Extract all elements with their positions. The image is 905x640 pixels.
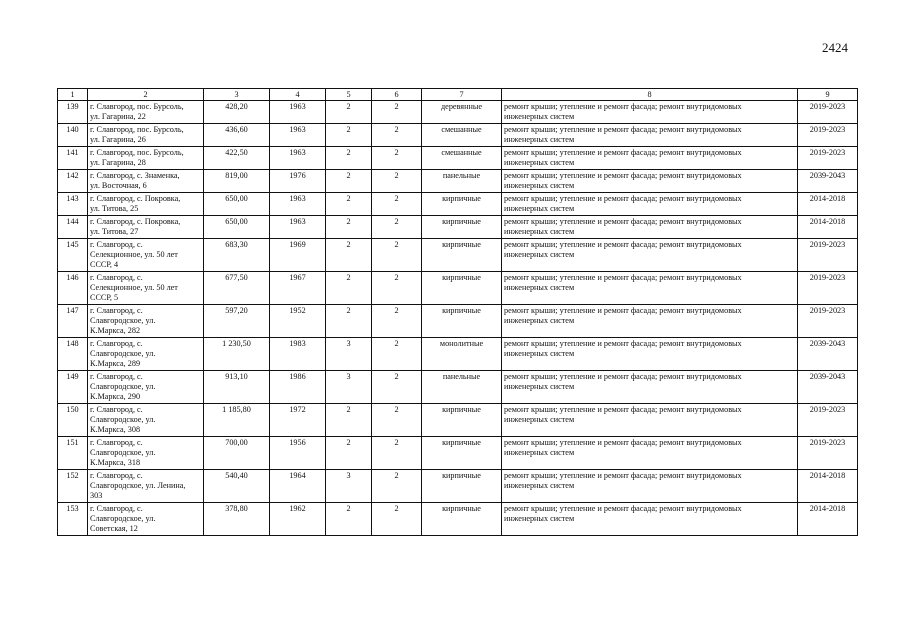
table-row: [58, 216, 858, 239]
floors-cell: 2: [326, 437, 372, 470]
period-cell: 2019-2023: [798, 272, 858, 305]
column-header: 8: [502, 89, 798, 101]
entrances-cell: 2: [372, 272, 422, 305]
floors-cell: 2: [326, 404, 372, 437]
address-cell: [88, 371, 204, 404]
works-line: ремонт крыши; утепление и ремонт фасада; ремонт внутридомовых: [504, 240, 742, 249]
works-line: ремонт крыши; утепление и ремонт фасада; ремонт внутридомовых: [504, 171, 742, 180]
address-line: Советская, 12: [90, 524, 138, 533]
material-cell: деревянные: [422, 101, 502, 124]
floors-cell: 2: [326, 216, 372, 239]
material-cell: смешанные: [422, 124, 502, 147]
floors-cell: 2: [326, 147, 372, 170]
works-line: инженерных систем: [504, 135, 575, 144]
column-header: 5: [326, 89, 372, 101]
period-cell: 2019-2023: [798, 305, 858, 338]
address-line: г. Славгород, с.: [90, 438, 143, 447]
address-cell: [88, 124, 204, 147]
material-cell: панельные: [422, 371, 502, 404]
row-number: 148: [58, 338, 88, 371]
address-cell: [88, 404, 204, 437]
address-line: г. Славгород, с.: [90, 306, 143, 315]
row-number: 152: [58, 470, 88, 503]
works-cell: [502, 404, 798, 437]
floors-cell: 3: [326, 338, 372, 371]
column-header: 7: [422, 89, 502, 101]
address-cell: [88, 193, 204, 216]
works-line: ремонт крыши; утепление и ремонт фасада; ремонт внутридомовых: [504, 102, 742, 111]
floors-cell: 3: [326, 470, 372, 503]
address-line: ул. Титова, 27: [90, 227, 139, 236]
row-number: 145: [58, 239, 88, 272]
column-header: 6: [372, 89, 422, 101]
address-cell: [88, 437, 204, 470]
address-line: Славгородское, ул. Ленина,: [90, 481, 186, 490]
address-line: Селекционное, ул. 50 лет: [90, 283, 178, 292]
works-cell: [502, 216, 798, 239]
table-row: [58, 503, 858, 536]
table-row: [58, 147, 858, 170]
year-cell: 1962: [270, 503, 326, 536]
column-header: 4: [270, 89, 326, 101]
address-cell: [88, 503, 204, 536]
header-row: [58, 89, 858, 101]
row-number: 147: [58, 305, 88, 338]
address-line: ул. Восточная, 6: [90, 181, 147, 190]
area-cell: 683,30: [204, 239, 270, 272]
works-cell: [502, 101, 798, 124]
address-line: г. Славгород, с.: [90, 339, 143, 348]
entrances-cell: 2: [372, 470, 422, 503]
area-cell: 422,50: [204, 147, 270, 170]
address-cell: [88, 101, 204, 124]
works-cell: [502, 239, 798, 272]
works-cell: [502, 305, 798, 338]
works-line: инженерных систем: [504, 250, 575, 259]
address-line: г. Славгород, пос. Бурсоль,: [90, 148, 184, 157]
table-row: [58, 124, 858, 147]
year-cell: 1952: [270, 305, 326, 338]
row-number: 150: [58, 404, 88, 437]
table-row: [58, 193, 858, 216]
material-cell: смешанные: [422, 147, 502, 170]
address-line: Славгородское, ул.: [90, 316, 156, 325]
address-cell: [88, 338, 204, 371]
works-line: инженерных систем: [504, 382, 575, 391]
works-cell: [502, 147, 798, 170]
address-line: г. Славгород, с.: [90, 273, 143, 282]
works-cell: [502, 272, 798, 305]
address-cell: [88, 305, 204, 338]
floors-cell: 2: [326, 124, 372, 147]
row-number: 142: [58, 170, 88, 193]
column-header: 2: [88, 89, 204, 101]
area-cell: 913,10: [204, 371, 270, 404]
address-line: ул. Гагарина, 28: [90, 158, 146, 167]
works-line: ремонт крыши; утепление и ремонт фасада; ремонт внутридомовых: [504, 471, 742, 480]
material-cell: кирпичные: [422, 437, 502, 470]
floors-cell: 2: [326, 170, 372, 193]
address-cell: [88, 147, 204, 170]
table-row: [58, 272, 858, 305]
period-cell: 2019-2023: [798, 239, 858, 272]
row-number: 149: [58, 371, 88, 404]
period-cell: 2014-2018: [798, 216, 858, 239]
address-line: К.Маркса, 318: [90, 458, 141, 467]
works-cell: [502, 371, 798, 404]
area-cell: 700,00: [204, 437, 270, 470]
row-number: 144: [58, 216, 88, 239]
period-cell: 2019-2023: [798, 404, 858, 437]
address-line: г. Славгород, пос. Бурсоль,: [90, 102, 184, 111]
works-line: ремонт крыши; утепление и ремонт фасада; ремонт внутридомовых: [504, 217, 742, 226]
works-cell: [502, 503, 798, 536]
year-cell: 1983: [270, 338, 326, 371]
floors-cell: 3: [326, 371, 372, 404]
year-cell: 1963: [270, 101, 326, 124]
table-body: [58, 101, 858, 536]
row-number: 146: [58, 272, 88, 305]
works-line: ремонт крыши; утепление и ремонт фасада; ремонт внутридомовых: [504, 339, 742, 348]
address-cell: [88, 239, 204, 272]
floors-cell: 2: [326, 503, 372, 536]
entrances-cell: 2: [372, 371, 422, 404]
works-line: инженерных систем: [504, 316, 575, 325]
area-cell: 650,00: [204, 216, 270, 239]
material-cell: кирпичные: [422, 503, 502, 536]
entrances-cell: 2: [372, 338, 422, 371]
address-line: Славгородское, ул.: [90, 382, 156, 391]
area-cell: 428,20: [204, 101, 270, 124]
address-line: г. Славгород, с. Знаменка,: [90, 171, 180, 180]
address-line: Славгородское, ул.: [90, 349, 156, 358]
year-cell: 1969: [270, 239, 326, 272]
column-header: 1: [58, 89, 88, 101]
material-cell: монолитные: [422, 338, 502, 371]
address-line: г. Славгород, с.: [90, 504, 143, 513]
table-row: [58, 170, 858, 193]
year-cell: 1963: [270, 193, 326, 216]
address-line: 303: [90, 491, 103, 500]
period-cell: 2014-2018: [798, 503, 858, 536]
period-cell: 2039-2043: [798, 371, 858, 404]
address-line: Селекционное, ул. 50 лет: [90, 250, 178, 259]
floors-cell: 2: [326, 305, 372, 338]
entrances-cell: 2: [372, 170, 422, 193]
year-cell: 1964: [270, 470, 326, 503]
table-row: [58, 338, 858, 371]
address-line: г. Славгород, с.: [90, 240, 143, 249]
area-cell: 436,60: [204, 124, 270, 147]
floors-cell: 2: [326, 101, 372, 124]
address-line: СССР, 4: [90, 260, 119, 269]
works-line: ремонт крыши; утепление и ремонт фасада; ремонт внутридомовых: [504, 306, 742, 315]
works-line: инженерных систем: [504, 448, 575, 457]
address-line: СССР, 5: [90, 293, 119, 302]
year-cell: 1972: [270, 404, 326, 437]
address-cell: [88, 470, 204, 503]
table-row: [58, 437, 858, 470]
works-line: ремонт крыши; утепление и ремонт фасада; ремонт внутридомовых: [504, 273, 742, 282]
address-line: К.Маркса, 282: [90, 326, 141, 335]
works-line: инженерных систем: [504, 181, 575, 190]
period-cell: 2039-2043: [798, 338, 858, 371]
floors-cell: 2: [326, 239, 372, 272]
works-line: ремонт крыши; утепление и ремонт фасада; ремонт внутридомовых: [504, 438, 742, 447]
address-line: К.Маркса, 289: [90, 359, 141, 368]
entrances-cell: 2: [372, 216, 422, 239]
address-line: ул. Гагарина, 22: [90, 112, 146, 121]
address-line: г. Славгород, с.: [90, 405, 143, 414]
works-line: ремонт крыши; утепление и ремонт фасада; ремонт внутридомовых: [504, 504, 742, 513]
address-line: Славгородское, ул.: [90, 415, 156, 424]
floors-cell: 2: [326, 272, 372, 305]
entrances-cell: 2: [372, 147, 422, 170]
address-line: ул. Гагарина, 26: [90, 135, 146, 144]
table-row: [58, 101, 858, 124]
address-line: Славгородское, ул.: [90, 448, 156, 457]
address-line: К.Маркса, 290: [90, 392, 141, 401]
works-cell: [502, 193, 798, 216]
housing-registry-table: [57, 88, 858, 536]
works-line: инженерных систем: [504, 204, 575, 213]
works-line: ремонт крыши; утепление и ремонт фасада; ремонт внутридомовых: [504, 125, 742, 134]
entrances-cell: 2: [372, 404, 422, 437]
material-cell: кирпичные: [422, 193, 502, 216]
works-line: инженерных систем: [504, 158, 575, 167]
row-number: 151: [58, 437, 88, 470]
table-header: [58, 89, 858, 101]
year-cell: 1963: [270, 147, 326, 170]
address-cell: [88, 170, 204, 193]
address-line: г. Славгород, с. Покровка,: [90, 194, 181, 203]
row-number: 140: [58, 124, 88, 147]
works-cell: [502, 338, 798, 371]
entrances-cell: 2: [372, 305, 422, 338]
works-cell: [502, 124, 798, 147]
works-line: ремонт крыши; утепление и ремонт фасада; ремонт внутридомовых: [504, 148, 742, 157]
entrances-cell: 2: [372, 437, 422, 470]
period-cell: 2019-2023: [798, 437, 858, 470]
works-cell: [502, 170, 798, 193]
column-header: 3: [204, 89, 270, 101]
material-cell: кирпичные: [422, 216, 502, 239]
year-cell: 1986: [270, 371, 326, 404]
year-cell: 1967: [270, 272, 326, 305]
area-cell: 597,20: [204, 305, 270, 338]
entrances-cell: 2: [372, 503, 422, 536]
year-cell: 1963: [270, 216, 326, 239]
table-row: [58, 404, 858, 437]
period-cell: 2019-2023: [798, 124, 858, 147]
material-cell: кирпичные: [422, 239, 502, 272]
address-line: г. Славгород, с.: [90, 471, 143, 480]
year-cell: 1956: [270, 437, 326, 470]
address-cell: [88, 272, 204, 305]
works-line: инженерных систем: [504, 349, 575, 358]
column-header: 9: [798, 89, 858, 101]
works-line: инженерных систем: [504, 481, 575, 490]
works-line: инженерных систем: [504, 514, 575, 523]
area-cell: 819,00: [204, 170, 270, 193]
entrances-cell: 2: [372, 124, 422, 147]
area-cell: 677,50: [204, 272, 270, 305]
year-cell: 1963: [270, 124, 326, 147]
page-number: 2424: [822, 40, 848, 55]
row-number: 139: [58, 101, 88, 124]
table-row: [58, 371, 858, 404]
works-cell: [502, 437, 798, 470]
row-number: 143: [58, 193, 88, 216]
address-line: г. Славгород, с.: [90, 372, 143, 381]
works-line: ремонт крыши; утепление и ремонт фасада; ремонт внутридомовых: [504, 405, 742, 414]
period-cell: 2014-2018: [798, 470, 858, 503]
works-line: инженерных систем: [504, 112, 575, 121]
table-row: [58, 239, 858, 272]
area-cell: 1 230,50: [204, 338, 270, 371]
works-cell: [502, 470, 798, 503]
entrances-cell: 2: [372, 193, 422, 216]
year-cell: 1976: [270, 170, 326, 193]
table-row: [58, 470, 858, 503]
area-cell: 1 185,80: [204, 404, 270, 437]
material-cell: кирпичные: [422, 272, 502, 305]
entrances-cell: 2: [372, 101, 422, 124]
area-cell: 650,00: [204, 193, 270, 216]
address-line: Славгородское, ул.: [90, 514, 156, 523]
period-cell: 2019-2023: [798, 147, 858, 170]
floors-cell: 2: [326, 193, 372, 216]
works-line: ремонт крыши; утепление и ремонт фасада; ремонт внутридомовых: [504, 372, 742, 381]
material-cell: кирпичные: [422, 470, 502, 503]
row-number: 141: [58, 147, 88, 170]
area-cell: 540,40: [204, 470, 270, 503]
address-line: г. Славгород, с. Покровка,: [90, 217, 181, 226]
period-cell: 2019-2023: [798, 101, 858, 124]
works-line: инженерных систем: [504, 283, 575, 292]
period-cell: 2014-2018: [798, 193, 858, 216]
works-line: инженерных систем: [504, 415, 575, 424]
entrances-cell: 2: [372, 239, 422, 272]
row-number: 153: [58, 503, 88, 536]
address-line: г. Славгород, пос. Бурсоль,: [90, 125, 184, 134]
material-cell: панельные: [422, 170, 502, 193]
address-cell: [88, 216, 204, 239]
address-line: К.Маркса, 308: [90, 425, 141, 434]
table-row: [58, 305, 858, 338]
address-line: ул. Титова, 25: [90, 204, 139, 213]
works-line: ремонт крыши; утепление и ремонт фасада; ремонт внутридомовых: [504, 194, 742, 203]
works-line: инженерных систем: [504, 227, 575, 236]
area-cell: 378,80: [204, 503, 270, 536]
material-cell: кирпичные: [422, 305, 502, 338]
material-cell: кирпичные: [422, 404, 502, 437]
period-cell: 2039-2043: [798, 170, 858, 193]
